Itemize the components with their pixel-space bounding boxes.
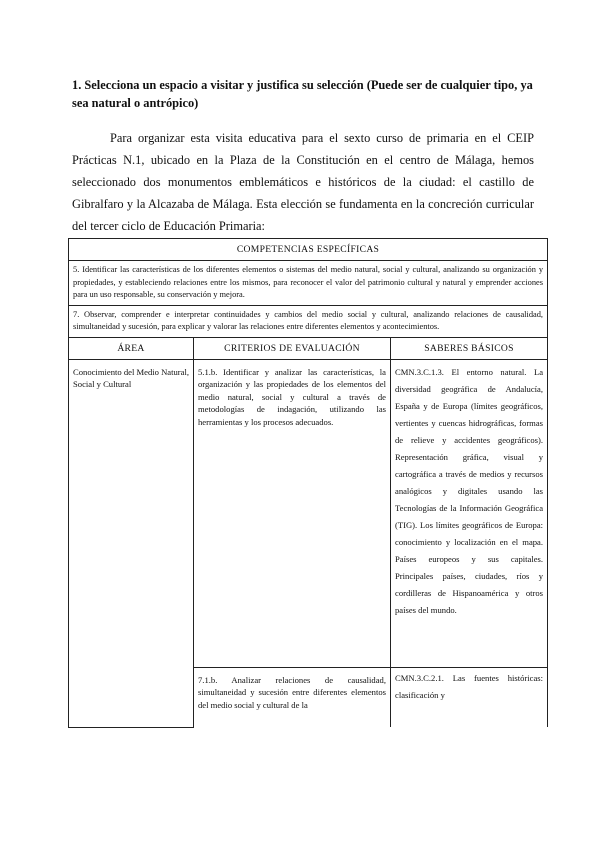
criterio-cell: 5.1.b. Identificar y analizar las características, la organización y las propiedades de los elementos del medio natural, social y cultural a través de metodologías de indagación, utilizando las herramientas y los procesos adecuados. [194, 359, 391, 667]
saber-cell: CMN.3.C.2.1. Las fuentes históricas: clasificación y [391, 667, 548, 727]
table-title: COMPETENCIAS ESPECÍFICAS [69, 239, 548, 261]
competencias-table [68, 238, 548, 728]
criterio-cell: 7.1.b. Analizar relaciones de causalidad, simultaneidad y sucesión entre diferentes elementos del medio social y cultural de la [194, 667, 391, 727]
section-heading: 1. Selecciona un espacio a visitar y justifica su selección (Puede ser de cualquier tipo, ya sea natural o antrópico) [72, 78, 533, 110]
header-saberes: SABERES BÁSICOS [391, 337, 548, 359]
intro-text: Para organizar esta visita educativa para el sexto curso de primaria en el CEIP Prácticas N.1, ubicado en la Plaza de la Constitución en el centro de Málaga, hemos seleccionado dos monumentos emblemáticos e históricos de la ciudad: el castillo de Gibralfaro y la Alcazaba de Málaga. Esta elección se fundamenta en la concreción curricular del tercer ciclo de Educación Primaria: [72, 131, 534, 233]
competencia-5: 5. Identificar las características de los diferentes elementos o sistemas del medio natural, social y cultural, analizando su organización y propiedades, y estableciendo relaciones entre los mismos, para reconocer el valor del patrimonio cultural y natural y emprender acciones para un uso responsable, su conservación y mejora. [69, 261, 548, 306]
area-cell: Conocimiento del Medio Natural, Social y Cultural [69, 359, 194, 727]
header-area: ÁREA [69, 337, 194, 359]
competencia-7: 7. Observar, comprender e interpretar continuidades y cambios del medio social y cultural, analizando relaciones de causalidad, simultaneidad y sucesión, para explicar y valorar las relaciones entre diferentes elementos y acontecimientos. [69, 305, 548, 337]
saber-cell: CMN.3.C.1.3. El entorno natural. La diversidad geográfica de Andalucía, España y de Europa (límites geográficos, vertientes y cuencas hidrográficas, formas de relieve y accidentes geográficos). Representación gráfica, visual y cartográfica a través de medios y recursos analógicos y digitales usando las Tecnologías de la Información Geográfica (TIG). Los límites geográficos de Europa: conocimiento y localización en el mapa. Países europeos y sus capitales. Principales países, ciudades, ríos y cordilleras de Hispanoamérica y otros países del mundo. [391, 359, 548, 667]
header-criterios: CRITERIOS DE EVALUACIÓN [194, 337, 391, 359]
intro-paragraph [72, 127, 534, 237]
